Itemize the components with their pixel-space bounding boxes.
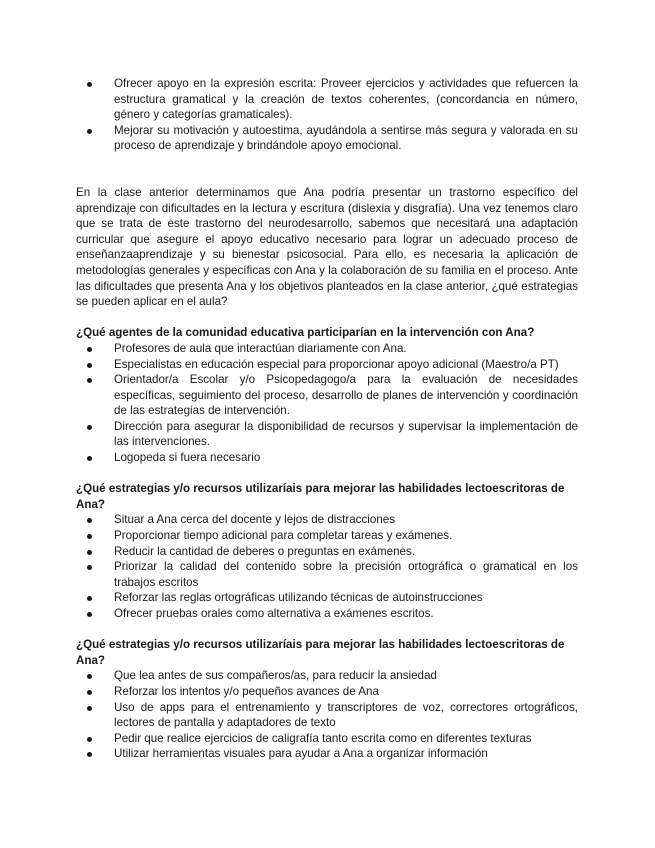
list-item: Proporcionar tiempo adicional para completar tareas y exámenes. — [76, 528, 578, 544]
list-item: Reforzar las reglas ortográficas utilizando técnicas de autoinstrucciones — [76, 590, 578, 606]
list-item: Especialistas en educación especial para proporcionar apoyo adicional (Maestro/a PT) — [76, 357, 578, 373]
list-item: Priorizar la calidad del contenido sobre la precisión ortográfica o gramatical en los trabajos escritos — [76, 559, 578, 590]
strategies-list-2 — [76, 668, 578, 762]
section-heading-strategies-1: ¿Qué estrategias y/o recursos utilizaríais para mejorar las habilidades lectoescritoras de Ana? — [76, 482, 565, 511]
section-heading-agents: ¿Qué agentes de la comunidad educativa participarían en la intervención con Ana? — [76, 326, 535, 340]
list-item: Orientador/a Escolar y/o Psicopedagogo/a para la evaluación de necesidades específicas, seguimiento del proceso, desarrollo de planes de intervención y coordinación de las estrategias de intervención. — [76, 372, 578, 419]
intro-bullet-list — [76, 76, 578, 154]
list-item: Situar a Ana cerca del docente y lejos de distracciones — [76, 512, 578, 528]
list-item: Dirección para asegurar la disponibilidad de recursos y supervisar la implementación de las intervenciones. — [76, 419, 578, 450]
section-heading-strategies-2: ¿Qué estrategias y/o recursos utilizaríais para mejorar las habilidades lectoescritoras de Ana? — [76, 638, 565, 667]
list-item: Reducir la cantidad de deberes o preguntas en exámenes. — [76, 544, 578, 560]
list-item: Reforzar los intentos y/o pequeños avances de Ana — [76, 684, 578, 700]
list-item: Ofrecer apoyo en la expresión escrita: Proveer ejercicios y actividades que refuercen la estructura gramatical y la creación de textos coherentes, (concordancia en número, género y categorías gramaticales). — [76, 76, 578, 123]
list-item: Profesores de aula que interactúan diariamente con Ana. — [76, 341, 578, 357]
list-item: Pedir que realice ejercicios de caligrafía tanto escrita como en diferentes texturas — [76, 731, 578, 747]
list-item: Utilizar herramientas visuales para ayudar a Ana a organizar información — [76, 746, 578, 762]
strategies-list-1 — [76, 512, 578, 621]
document-page — [76, 76, 578, 762]
list-item: Logopeda si fuera necesario — [76, 450, 578, 466]
intro-paragraph: En la clase anterior determinamos que Ana podría presentar un trastorno específico del aprendizaje con dificultades en la lectura y escritura (dislexia y disgrafía). Una vez tenemos claro que se trata de este trastorno del neurodesarrollo, sabemos que necesitará una adaptación curricular que asegure el apoyo educativo necesario para lograr un adecuado proceso de enseñanzaaprendizaje y su bienestar psicosocial. Para ello, es necesaria la aplicación de metodologías generales y específicas con Ana y la colaboración de su familia en el proceso. Ante las dificultades que presenta Ana y los objetivos planteados en la clase anterior, ¿qué estrategias se pueden aplicar en el aula? — [76, 185, 578, 309]
list-item: Mejorar su motivación y autoestima, ayudándola a sentirse más segura y valorada en su proceso de aprendizaje y brindándole apoyo emocional. — [76, 123, 578, 154]
list-item: Ofrecer pruebas orales como alternativa a exámenes escritos. — [76, 606, 578, 622]
list-item: Uso de apps para el entrenamiento y transcriptores de voz, correctores ortográficos, lectores de pantalla y adaptadores de texto — [76, 700, 578, 731]
list-item: Que lea antes de sus compañeros/as, para reducir la ansiedad — [76, 668, 578, 684]
agents-list — [76, 341, 578, 466]
